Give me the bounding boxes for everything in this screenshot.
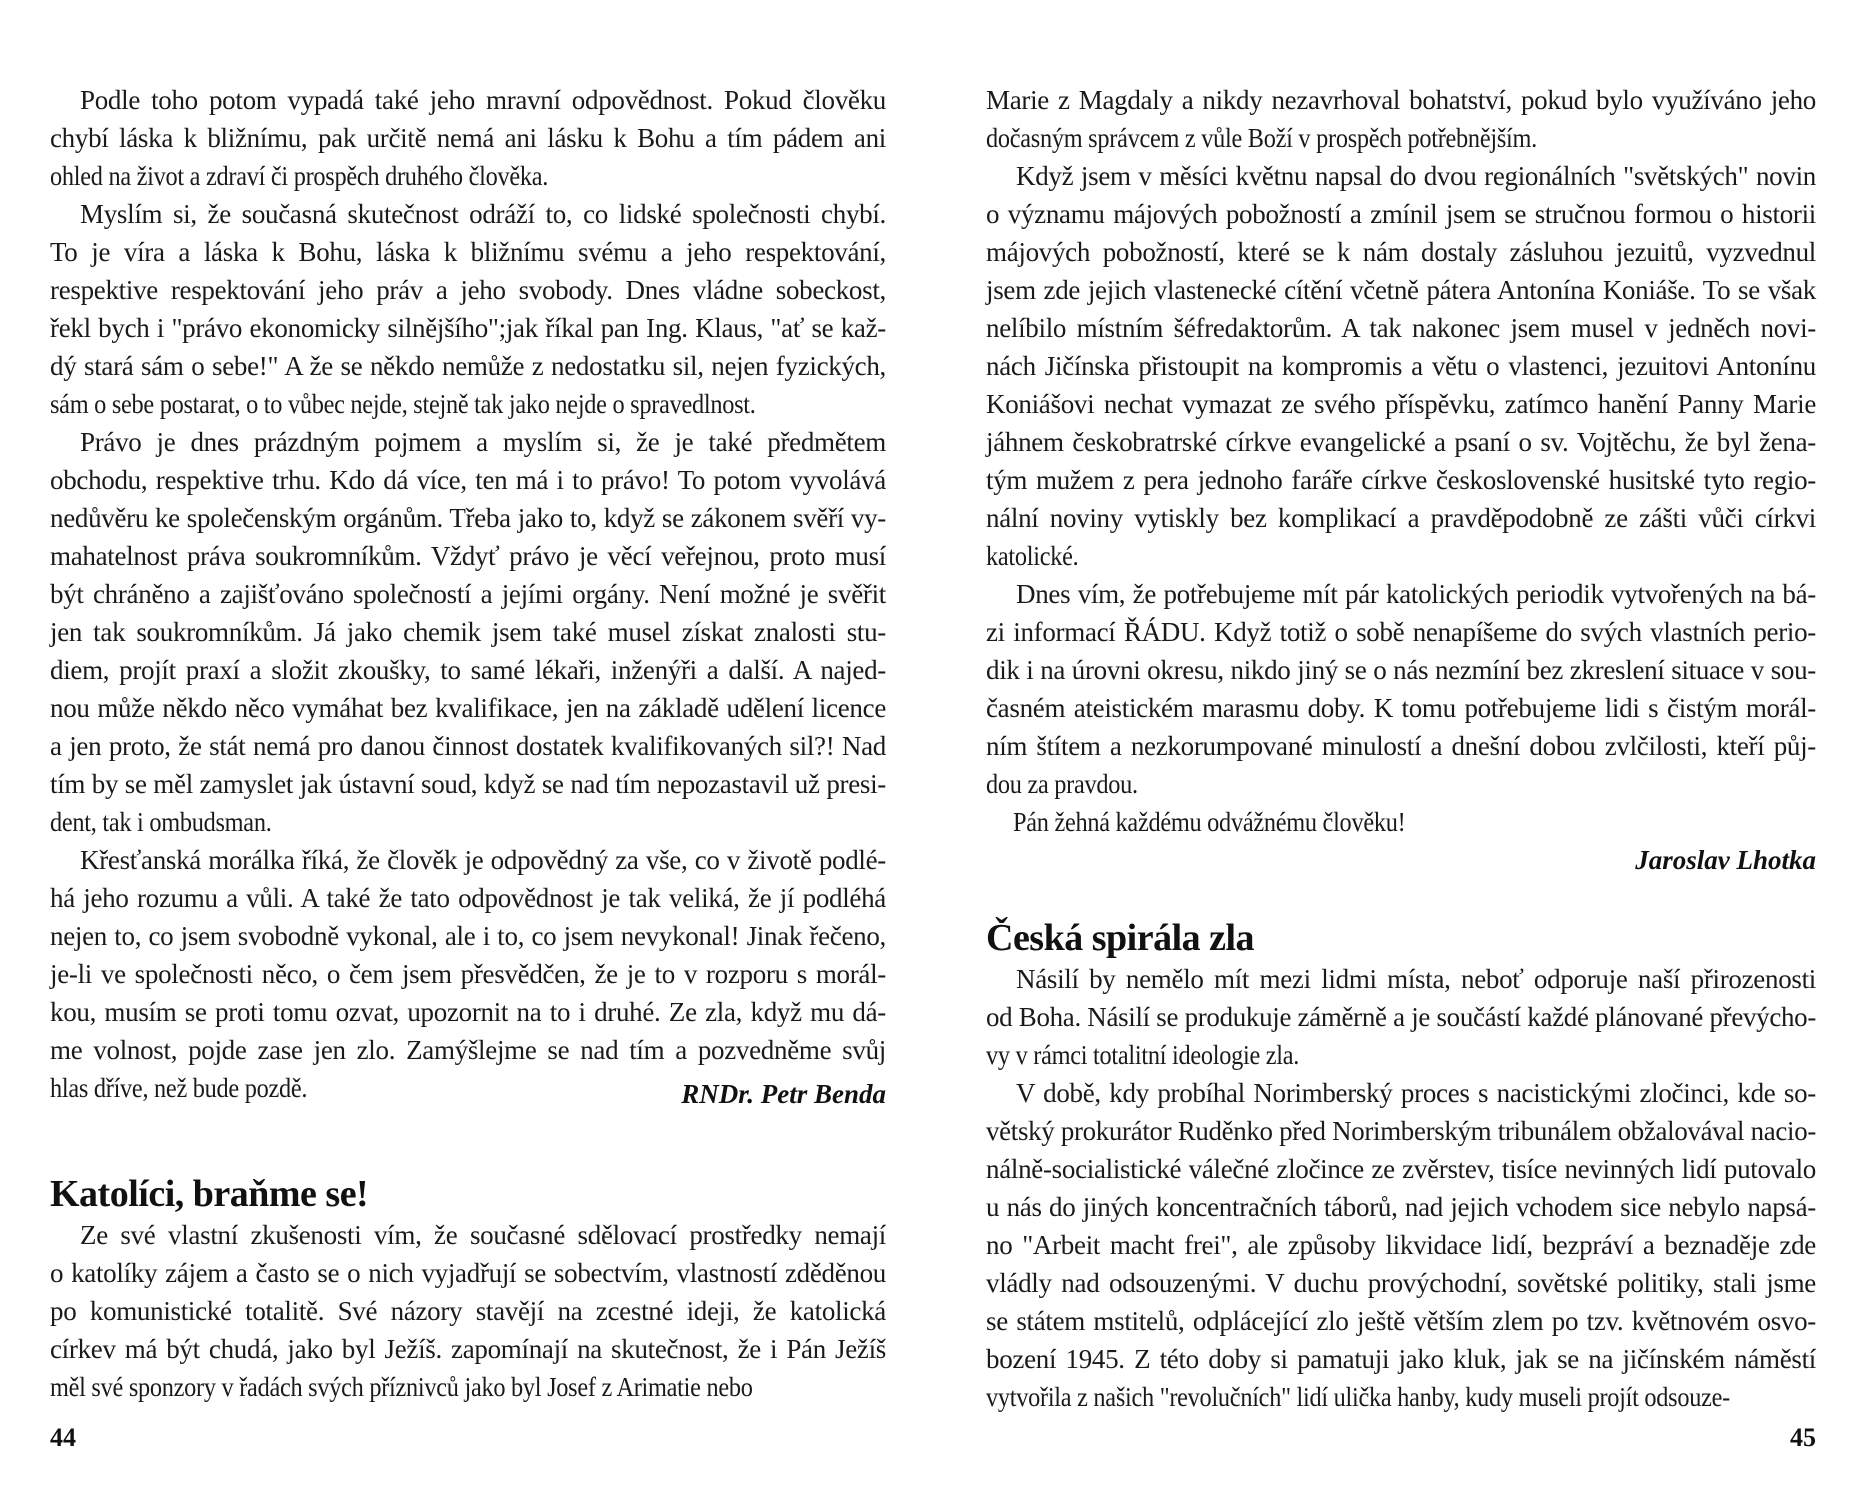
left-page	[50, 0, 886, 1500]
text-line: tým mužem z pera jednoho faráře církve československé husitské tyto regio-	[986, 465, 1816, 495]
article-katolici	[50, 1172, 886, 1406]
text-line: Koniášovi nechat vymazat ze svého příspěvku, zatímco hanění Panny Marie	[986, 389, 1816, 419]
text-line: nách Jičínska přistoupit na kompromis a větu o vlastenci, jezuitovi Antonínu	[986, 351, 1816, 381]
paragraph	[986, 575, 1816, 803]
paragraph	[986, 81, 1816, 157]
text-line: katolické.	[986, 541, 1079, 571]
text-line: vytvořila z našich "revolučních" lidí ulička hanby, kudy museli projít odsouze-	[986, 1382, 1730, 1412]
text-line: a jen proto, že stát nemá pro danou činnost dostatek kvalifikovaných sil?! Nad	[50, 731, 886, 761]
article-continuation-right	[986, 81, 1816, 879]
text-line: časném ateistickém marasmu doby. K tomu potřebujeme lidi s čistým morál-	[986, 693, 1816, 723]
text-line: Pán žehná každému odvážnému člověku!	[1013, 807, 1406, 837]
text-line: Ze své vlastní zkušenosti vím, že současné sdělovací prostředky nemají	[80, 1220, 886, 1250]
article-title: Katolíci, braňme se!	[50, 1173, 369, 1215]
text-line: větský prokurátor Ruděnko před Norimberským tribunálem obžalovával nacio-	[986, 1116, 1816, 1146]
text-line: kou, musím se proti tomu ozvat, upozornit na to i druhé. Ze zla, když mu dá-	[50, 997, 886, 1027]
text-line: me volnost, pojde zase jen zlo. Zamýšlejme se nad tím a pozvedněme svůj	[50, 1035, 886, 1065]
text-line: být chráněno a zajišťováno společností a jejími orgány. Není možné je svěřit	[50, 579, 886, 609]
text-line: dou za pravdou.	[986, 769, 1138, 799]
author-signature: RNDr. Petr Benda	[681, 1079, 886, 1109]
text-line: o významu májových pobožností a zmínil jsem se stručnou formou o historii	[986, 199, 1816, 229]
paragraph	[986, 157, 1816, 575]
text-line: dočasným správcem z vůle Boží v prospěch potřebnějším.	[986, 123, 1537, 153]
text-line: měl své sponzory v řadách svých příznivců jako byl Josef z Arimatie nebo	[50, 1372, 753, 1402]
text-line: po komunistické totalitě. Své názory stavějí na zcestné ideji, že katolická	[50, 1296, 886, 1326]
text-line: nální noviny vytiskly bez komplikací a pravděpodobně ze zášti vůči církvi	[986, 503, 1816, 533]
text-line: To je víra a láska k Bohu, láska k bližnímu svému a jeho respektování,	[50, 237, 886, 267]
text-line: sám o sebe postarat, o to vůbec nejde, stejně tak jako nejde o spravedlnost.	[50, 389, 756, 419]
paragraph	[50, 423, 886, 841]
text-line: jáhnem českobratrské církve evangelické a psaní o sv. Vojtěchu, že byl žena-	[986, 427, 1816, 457]
text-line: nou může někdo něco vymáhat bez kvalifikace, jen na základě udělení licence	[50, 693, 886, 723]
text-line: u nás do jiných koncentračních táborů, nad jejich vchodem sice nebylo napsá-	[986, 1192, 1816, 1222]
paragraph	[986, 803, 1816, 841]
text-line: jen tak soukromníkům. Já jako chemik jsem také musel získat znalosti stu-	[50, 617, 886, 647]
text-line: no "Arbeit macht frei", ale způsoby likvidace lidí, bezpráví a beznaděje zde	[986, 1230, 1816, 1260]
text-line: bození 1945. Z této doby si pamatuji jako kluk, jak se na jičínském náměstí	[986, 1344, 1816, 1374]
text-line: nejen to, co jsem svobodně vykonal, ale i to, co jsem nevykonal! Jinak řečeno,	[50, 921, 886, 951]
text-line: vládly nad odsouzenými. V duchu provýchodní, sovětské politiky, stali jsme	[986, 1268, 1816, 1298]
text-line: Podle toho potom vypadá také jeho mravní odpovědnost. Pokud člověku	[80, 85, 886, 115]
text-line: májových pobožností, které se k nám dostaly zásluhou jezuitů, vyzvednul	[986, 237, 1816, 267]
text-line: se státem mstitelů, odplácející zlo ještě větším zlem po tzv. květnovém osvo-	[986, 1306, 1816, 1336]
text-line: ohled na život a zdraví či prospěch druhého člověka.	[50, 161, 549, 191]
paragraph	[986, 1074, 1816, 1416]
text-line: tím by se měl zamyslet jak ústavní soud, když se nad tím nepozastavil už presi-	[50, 769, 886, 799]
text-line: Když jsem v měsíci květnu napsal do dvou regionálních "světských" novin	[1016, 161, 1816, 191]
text-line: Myslím si, že současná skutečnost odráží to, co lidské společnosti chybí.	[80, 199, 886, 229]
text-line: dý stará sám o sebe!" A že se někdo nemůže z nedostatku sil, nejen fyzických,	[50, 351, 886, 381]
text-line: řekl bych i "právo ekonomicky silnějšího";jak říkal pan Ing. Klaus, "ať se kaž-	[50, 313, 886, 343]
text-line: chybí láska k bližnímu, pak určitě nemá ani lásku k Bohu a tím pádem ani	[50, 123, 886, 153]
text-line: Násilí by nemělo mít mezi lidmi místa, neboť odporuje naší přirozenosti	[1016, 964, 1816, 994]
paragraph	[50, 841, 886, 1107]
article-ceska-spirala	[986, 916, 1816, 1416]
text-line: nelíbilo místním šéfredaktorům. A tak nakonec jsem musel v jedněch novi-	[986, 313, 1816, 343]
text-line: V době, kdy probíhal Norimberský proces s nacistickými zločinci, kde so-	[1016, 1078, 1816, 1108]
text-line: zi informací ŘÁDU. Když totiž o sobě nenapíšeme do svých vlastních perio-	[986, 617, 1816, 647]
paragraph	[50, 1216, 886, 1406]
text-line: o katolíky zájem a často se o nich vyjadřují se sobectvím, vlastností zděděnou	[50, 1258, 886, 1288]
page-number: 45	[1790, 1423, 1816, 1452]
right-page	[986, 0, 1816, 1500]
author-signature: Jaroslav Lhotka	[1635, 845, 1816, 875]
text-line: je-li ve společnosti něco, o čem jsem přesvědčen, že je to v rozporu s morál-	[50, 959, 886, 989]
signature-block	[50, 1075, 886, 1113]
text-line: jsem zde jejich vlastenecké cítění včetně pátera Antonína Koniáše. To se však	[986, 275, 1816, 305]
text-line: církev má být chudá, jako byl Ježíš. zapomínají na skutečnost, že i Pán Ježíš	[50, 1334, 886, 1364]
text-line: nálně-socialistické válečné zločince ze zvěrstev, tisíce nevinných lidí putovalo	[986, 1154, 1816, 1184]
text-line: Marie z Magdaly a nikdy nezavrhoval bohatství, pokud bylo využíváno jeho	[986, 85, 1816, 115]
text-line: Dnes vím, že potřebujeme mít pár katolických periodik vytvořených na bá-	[1016, 579, 1816, 609]
text-line: respektive respektování jeho práv a jeho svobody. Dnes vládne sobeckost,	[50, 275, 886, 305]
paragraph	[50, 81, 886, 195]
text-line: obchodu, respektive trhu. Kdo dá více, ten má i to právo! To potom vyvolává	[50, 465, 886, 495]
text-line: hlas dříve, než bude pozdě.	[50, 1073, 308, 1103]
article-continuation-left	[50, 81, 886, 1107]
text-line: vy v rámci totalitní ideologie zla.	[986, 1040, 1300, 1070]
text-line: nedůvěru ke společenským orgánům. Třeba jako to, když se zákonem svěří vy-	[50, 503, 886, 533]
paragraph	[50, 195, 886, 423]
text-line: diem, projít praxí a složit zkoušky, to samé lékaři, inženýři a další. A najed-	[50, 655, 886, 685]
text-line: mahatelnost práva soukromníkům. Vždyť právo je věcí veřejnou, proto musí	[50, 541, 886, 571]
page-number: 44	[50, 1423, 76, 1452]
text-line: ním štítem a nezkorumpované minulostí a dnešní dobou zvlčilosti, kteří půj-	[986, 731, 1816, 761]
text-line: Právo je dnes prázdným pojmem a myslím si, že je také předmětem	[80, 427, 886, 457]
text-line: Křesťanská morálka říká, že člověk je odpovědný za vše, co v životě podlé-	[80, 845, 886, 875]
text-line: od Boha. Násilí se produkuje záměrně a je součástí každé plánované převýcho-	[986, 1002, 1816, 1032]
text-line: dik i na úrovni okresu, nikdo jiný se o nás nezmíní bez zkreslení situace v sou-	[986, 655, 1816, 685]
paragraph	[986, 960, 1816, 1074]
text-line: há jeho rozumu a vůli. A také že tato odpovědnost je tak veliká, že jí podléhá	[50, 883, 886, 913]
article-title: Česká spirála zla	[986, 917, 1255, 959]
text-line: dent, tak i ombudsman.	[50, 807, 272, 837]
